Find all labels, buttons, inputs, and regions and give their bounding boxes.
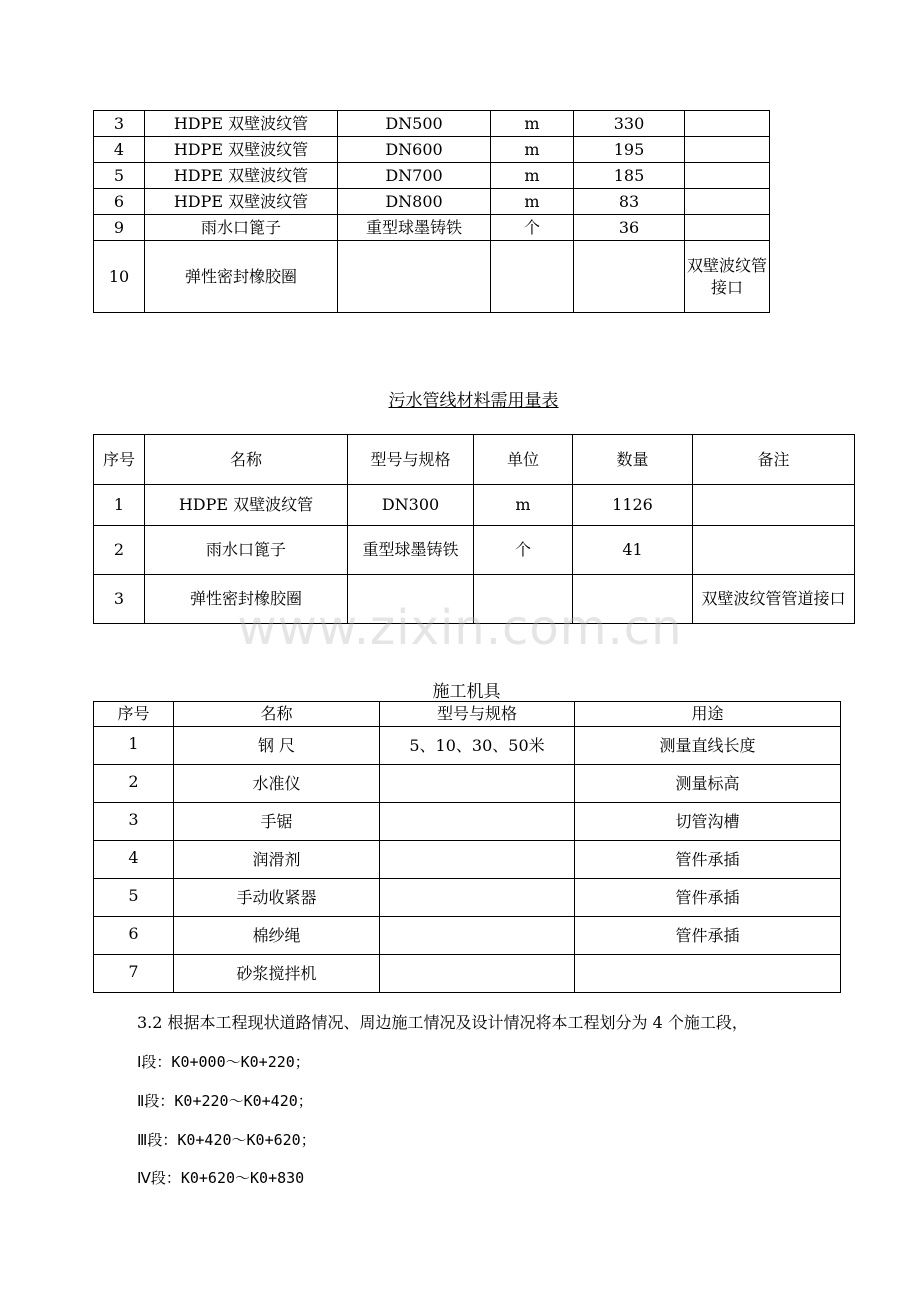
table-cell: 测量直线长度 (575, 727, 841, 765)
table-cell: 雨水口篦子 (145, 526, 348, 575)
table-cell: m (491, 137, 574, 163)
table-cell (338, 241, 491, 313)
table-row (94, 879, 841, 917)
tools-table-title: 施工机具 (432, 682, 501, 702)
table-cell: m (491, 163, 574, 189)
sewage-materials-table (93, 434, 855, 624)
table-cell: 5、10、30、50米 (380, 727, 575, 765)
table-cell: 管件承插 (575, 879, 841, 917)
materials-table-continued (93, 110, 770, 313)
column-header: 备注 (693, 435, 855, 485)
table-cell: DN700 (338, 163, 491, 189)
table-cell: 钢 尺 (174, 727, 380, 765)
column-header: 序号 (94, 435, 145, 485)
table-cell: 1126 (573, 485, 693, 526)
segment-2: Ⅱ段：K0+220～K0+420； (137, 1092, 313, 1110)
table-cell: 10 (94, 241, 145, 313)
segment-3: Ⅲ段：K0+420～K0+620； (137, 1131, 316, 1149)
table-cell (474, 575, 573, 624)
table-cell: 棉纱绳 (174, 917, 380, 955)
table-row (94, 526, 855, 575)
table-cell: 5 (94, 163, 145, 189)
table-cell (380, 765, 575, 803)
table-cell: 9 (94, 215, 145, 241)
table-cell (693, 526, 855, 575)
table-cell: DN300 (348, 485, 474, 526)
table-cell: 4 (94, 841, 174, 879)
table-cell (575, 955, 841, 993)
table-row (94, 137, 770, 163)
table-cell: 重型球墨铸铁 (348, 526, 474, 575)
table-cell: 测量标高 (575, 765, 841, 803)
table-cell: DN500 (338, 111, 491, 137)
table-header-row (94, 702, 841, 727)
table-cell: 7 (94, 955, 174, 993)
table-cell (380, 803, 575, 841)
table-cell: 管件承插 (575, 917, 841, 955)
table-cell: HDPE 双壁波纹管 (145, 189, 338, 215)
table-cell: 手动收紧器 (174, 879, 380, 917)
table-cell: m (474, 485, 573, 526)
table-cell: 6 (94, 917, 174, 955)
table-cell (348, 575, 474, 624)
table-cell: 41 (573, 526, 693, 575)
table-cell: HDPE 双壁波纹管 (145, 485, 348, 526)
table-cell: 4 (94, 137, 145, 163)
table-cell: 83 (574, 189, 685, 215)
table-cell (685, 111, 770, 137)
column-header: 型号与规格 (348, 435, 474, 485)
column-header: 序号 (94, 702, 174, 727)
table-cell: 1 (94, 485, 145, 526)
column-header: 名称 (174, 702, 380, 727)
table-cell: 雨水口篦子 (145, 215, 338, 241)
table-cell (491, 241, 574, 313)
table-row (94, 485, 855, 526)
table-row (94, 241, 770, 313)
table-cell: 36 (574, 215, 685, 241)
table-cell (574, 241, 685, 313)
table-cell: 3 (94, 575, 145, 624)
table-cell (380, 879, 575, 917)
table-cell: 195 (574, 137, 685, 163)
watermark: www.zixin.com.cn (237, 600, 683, 656)
table-cell: 个 (474, 526, 573, 575)
table-cell: DN800 (338, 189, 491, 215)
table-cell (693, 485, 855, 526)
table-cell: 手锯 (174, 803, 380, 841)
section-intro: 3.2 根据本工程现状道路情况、周边施工情况及设计情况将本工程划分为 4 个施工段， (137, 1013, 748, 1032)
table-cell: 弹性密封橡胶圈 (145, 241, 338, 313)
table-cell: 水准仪 (174, 765, 380, 803)
table-cell: 185 (574, 163, 685, 189)
segment-4: Ⅳ段：K0+620～K0+830 (137, 1169, 305, 1187)
table-cell: 砂浆搅拌机 (174, 955, 380, 993)
table-cell: DN600 (338, 137, 491, 163)
segment-1: Ⅰ段：K0+000～K0+220； (137, 1053, 310, 1071)
table-cell: 6 (94, 189, 145, 215)
table-cell (380, 841, 575, 879)
table-cell: 个 (491, 215, 574, 241)
table-cell: 5 (94, 879, 174, 917)
table-cell: 3 (94, 111, 145, 137)
table-cell (685, 215, 770, 241)
table-row (94, 727, 841, 765)
sewage-materials-table-title: 污水管线材料需用量表 (388, 391, 559, 411)
table-cell: 弹性密封橡胶圈 (145, 575, 348, 624)
column-header: 用途 (575, 702, 841, 727)
table-cell: 3 (94, 803, 174, 841)
table-cell: HDPE 双壁波纹管 (145, 111, 338, 137)
table-cell (685, 163, 770, 189)
table-cell (685, 189, 770, 215)
table-cell: 2 (94, 526, 145, 575)
table-cell (573, 575, 693, 624)
column-header: 数量 (573, 435, 693, 485)
table-cell (685, 137, 770, 163)
table-row (94, 189, 770, 215)
table-cell (380, 955, 575, 993)
table-row (94, 955, 841, 993)
table-cell: 1 (94, 727, 174, 765)
table-row (94, 215, 770, 241)
column-header: 型号与规格 (380, 702, 575, 727)
table-cell: 重型球墨铸铁 (338, 215, 491, 241)
table-cell: 330 (574, 111, 685, 137)
construction-tools-table (93, 701, 841, 993)
table-row (94, 803, 841, 841)
table-cell: HDPE 双壁波纹管 (145, 137, 338, 163)
table-row (94, 765, 841, 803)
table-row (94, 163, 770, 189)
table-cell: 2 (94, 765, 174, 803)
table-row (94, 917, 841, 955)
table-cell: 双壁波纹管管道接口 (693, 575, 855, 624)
column-header: 单位 (474, 435, 573, 485)
table-cell: HDPE 双壁波纹管 (145, 163, 338, 189)
table-cell: m (491, 189, 574, 215)
table-header-row (94, 435, 855, 485)
table-cell: 管件承插 (575, 841, 841, 879)
table-row (94, 575, 855, 624)
table-cell (380, 917, 575, 955)
table-cell: 润滑剂 (174, 841, 380, 879)
table-cell: m (491, 111, 574, 137)
table-row (94, 841, 841, 879)
table-cell: 切管沟槽 (575, 803, 841, 841)
table-row (94, 111, 770, 137)
table-cell: 双壁波纹管接口 (685, 241, 770, 313)
column-header: 名称 (145, 435, 348, 485)
